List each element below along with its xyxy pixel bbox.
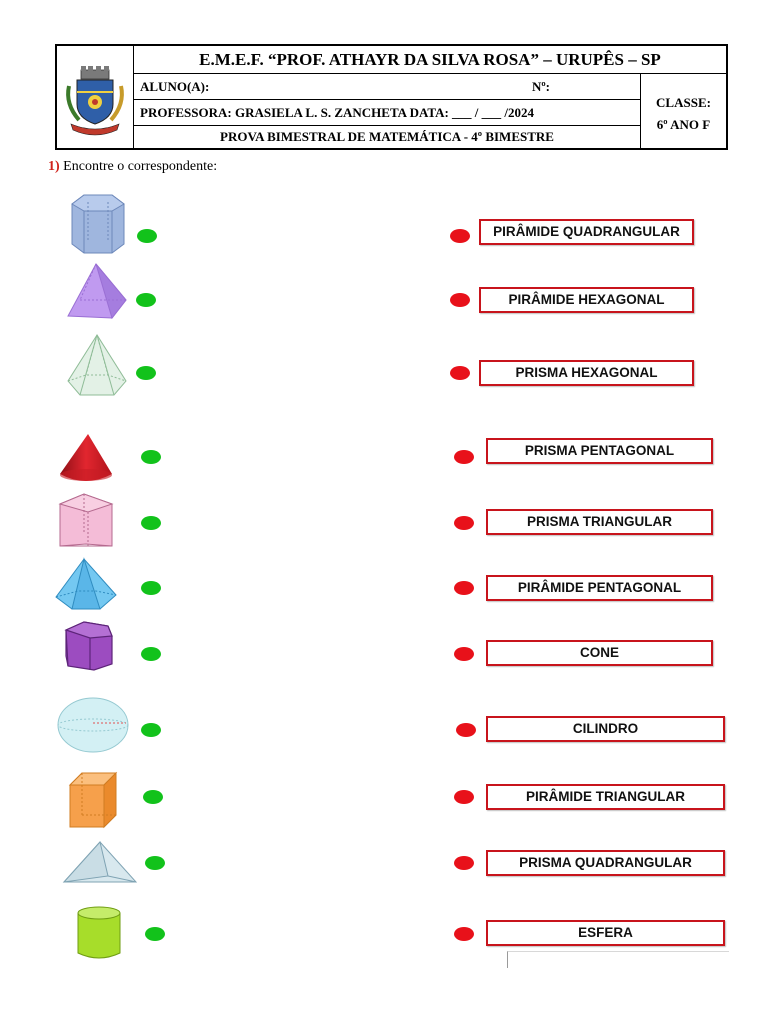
answer-label-6: PIRÂMIDE PENTAGONAL: [486, 575, 713, 601]
match-dot-right-2[interactable]: [450, 293, 470, 307]
exam-title: PROVA BIMESTRAL DE MATEMÁTICA - 4º BIMESTRE: [220, 129, 554, 144]
answer-label-1: PIRÂMIDE QUADRANGULAR: [479, 219, 694, 245]
triangular-pyramid-icon: [62, 840, 138, 886]
match-dot-right-3[interactable]: [450, 366, 470, 380]
match-dot-right-5[interactable]: [454, 516, 474, 530]
school-logo-cell: [57, 46, 134, 148]
answer-label-8: CILINDRO: [486, 716, 725, 742]
school-title: E.M.E.F. “PROF. ATHAYR DA SILVA ROSA” – URUPÊS – SP: [134, 46, 726, 74]
question-number: 1): [48, 159, 60, 174]
class-value: 6º ANO F: [656, 117, 711, 132]
match-dot-right-1[interactable]: [450, 229, 470, 243]
class-label: CLASSE:: [656, 95, 711, 110]
match-dot-left-1[interactable]: [137, 229, 157, 243]
cylinder-icon: [76, 905, 122, 961]
match-dot-left-6[interactable]: [141, 581, 161, 595]
match-dot-right-11[interactable]: [454, 927, 474, 941]
student-number-label: Nº:: [532, 79, 551, 94]
square-prism-icon: [58, 492, 114, 548]
page-corner-artifact: [507, 951, 729, 968]
student-name-field[interactable]: [134, 74, 640, 100]
match-dot-left-3[interactable]: [136, 366, 156, 380]
match-dot-right-8[interactable]: [456, 723, 476, 737]
answer-label-4: PRISMA PENTAGONAL: [486, 438, 713, 464]
match-dot-left-8[interactable]: [141, 723, 161, 737]
question-1: [48, 159, 217, 175]
match-dot-left-5[interactable]: [141, 516, 161, 530]
match-dot-left-2[interactable]: [136, 293, 156, 307]
hexagonal-pyramid-icon: [66, 333, 128, 399]
hexagonal-prism-icon: [68, 192, 128, 256]
match-dot-right-6[interactable]: [454, 581, 474, 595]
match-dot-left-9[interactable]: [143, 790, 163, 804]
city-coat-of-arms-icon: [57, 46, 134, 148]
class-cell: [640, 74, 726, 148]
match-dot-right-7[interactable]: [454, 647, 474, 661]
student-label: ALUNO(A):: [140, 79, 210, 94]
match-dot-left-10[interactable]: [145, 856, 165, 870]
answer-label-11: ESFERA: [486, 920, 725, 946]
answer-label-5: PRISMA TRIANGULAR: [486, 509, 713, 535]
cone-icon: [58, 432, 114, 484]
match-dot-left-7[interactable]: [141, 647, 161, 661]
question-text: Encontre o correspondente:: [63, 159, 218, 174]
match-dot-left-11[interactable]: [145, 927, 165, 941]
cube-icon: [68, 771, 118, 829]
answer-label-10: PRISMA QUADRANGULAR: [486, 850, 725, 876]
match-dot-right-10[interactable]: [454, 856, 474, 870]
answer-label-9: PIRÂMIDE TRIANGULAR: [486, 784, 725, 810]
teacher-date-row: PROFESSORA: GRASIELA L. S. ZANCHETA DATA: ___ / ___ /2024: [134, 100, 640, 126]
match-dot-left-4[interactable]: [141, 450, 161, 464]
sphere-icon: [56, 696, 130, 754]
match-dot-right-9[interactable]: [454, 790, 474, 804]
pentagonal-pyramid-icon: [54, 557, 118, 611]
answer-label-7: CONE: [486, 640, 713, 666]
answer-label-2: PIRÂMIDE HEXAGONAL: [479, 287, 694, 313]
exam-header: [55, 44, 728, 150]
match-dot-right-4[interactable]: [454, 450, 474, 464]
answer-label-3: PRISMA HEXAGONAL: [479, 360, 694, 386]
pentagonal-prism-icon: [64, 620, 114, 672]
square-pyramid-icon: [66, 262, 128, 320]
